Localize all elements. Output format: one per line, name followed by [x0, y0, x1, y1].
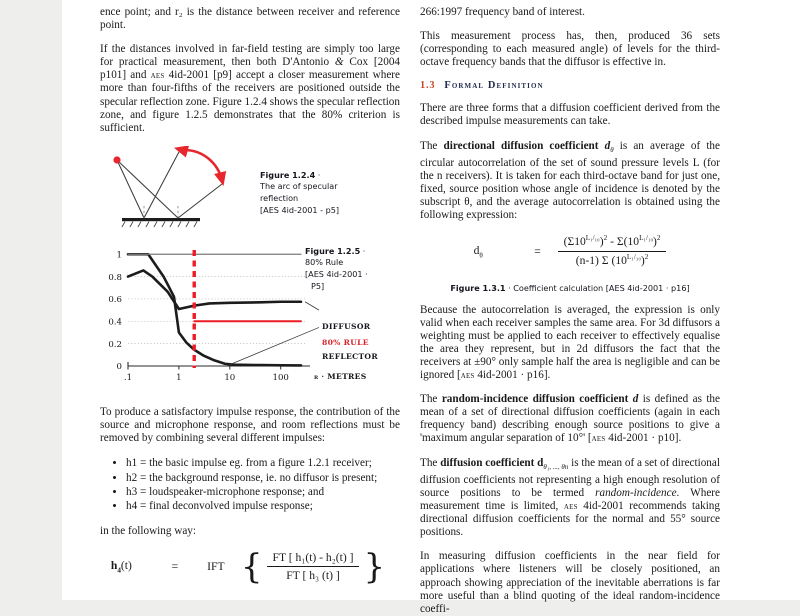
minus-sign: - — [610, 235, 614, 249]
figure-1-2-5-label: Figure 1.2.5 — [305, 245, 361, 256]
paragraph-directional-coefficient — [420, 140, 720, 223]
series-reflector — [128, 254, 301, 365]
document-page — [62, 0, 800, 615]
d-subscript-theta: θ — [479, 251, 483, 260]
figure-1-2-5-line-2: [AES 4id-2001 · — [305, 269, 368, 280]
figure-1-2-5-caption — [305, 246, 405, 292]
list-item: • h1 = the basic impulse eg. from a figure 1.2.1 receiver; — [126, 456, 400, 470]
y-axis-tick-label: 0 — [116, 362, 122, 373]
exponent-l-over-ten: L₁/₁₀ — [585, 234, 600, 243]
paren-open: ( — [611, 254, 616, 267]
fraction-numerator: FT [ h₁(t) - h₂(t) ] — [267, 550, 360, 568]
paren-open: ( — [563, 235, 568, 249]
y-axis-tick-label: 1 — [116, 250, 122, 261]
text-run: 4id-2001 · p16]. — [474, 369, 551, 382]
text-run: 4id-2001 [p9] accept a closer measurement where more than four-fifths of the receivers are positioned outside the specular reflection zone. Figure 1.2.4 shows the specular reflection zone, and figure 1.2.5 demonstrates that the 80% criterion is sufficient. — [100, 69, 400, 134]
figure-1-2-5-line-3: P5] — [311, 280, 325, 291]
term-random-incidence-italic: random-incidence — [595, 487, 677, 499]
equation-h4-row — [110, 546, 389, 587]
paragraph-autocorrelation — [420, 304, 720, 383]
power-two: 2 — [656, 234, 661, 243]
leader-line-diffusor — [305, 302, 319, 310]
figure-1-3-1-caption — [420, 283, 720, 293]
term-diffusion-coefficient: diffusion coefficient — [440, 456, 535, 469]
list-item: • h4 = final deconvolved impulse response; — [126, 499, 400, 513]
paragraph-continuation: ence point; and r₂ is the distance between receiver and reference point. — [100, 6, 400, 32]
paren-close: ) — [640, 254, 645, 267]
equation-h4-lhs — [111, 559, 155, 574]
hatching — [122, 221, 197, 227]
fraction-d-theta — [558, 234, 667, 268]
sigma: Σ — [567, 235, 575, 249]
fraction-denominator: FT [ h₃ (t) ] — [286, 569, 340, 583]
figure-1-2-4-label: Figure 1.2.4 — [260, 169, 316, 180]
text-run: 4id-2001 recommends taking directional diffusion coefficients for the normal and 55° source positions. — [420, 500, 720, 539]
caption-separator: · — [317, 169, 321, 180]
brace-open: { — [240, 546, 263, 587]
y-axis-tick-label: 0.8 — [108, 272, 122, 283]
fraction-numerator — [558, 234, 667, 252]
base-ten: 10 — [574, 235, 586, 249]
figure-1-2-4-line-1: The arc of specular — [260, 181, 338, 192]
x-axis-tick-label: 1 — [176, 372, 182, 383]
base-ten: 10 — [615, 254, 627, 267]
figure-1-2-4-caption — [260, 170, 400, 216]
normal-lines — [144, 204, 178, 218]
specular-arc — [184, 150, 222, 180]
section-number: 1.3 — [420, 80, 436, 92]
text-run: . Where measurement time is limited, — [420, 487, 720, 513]
paragraph-three-forms: There are three forms that a diffusion coefficient derived from the described impulse measurements can take. — [420, 102, 720, 128]
paragraph-far-field — [100, 43, 400, 135]
sigma: Σ — [601, 254, 609, 267]
ampersand: & — [334, 56, 344, 69]
paragraph-impulse-response: To produce a satisfactory impulse response, the contribution of the source and microphone response, and room reflections must be removed by combining several different impulses: — [100, 405, 400, 445]
text-run: The — [420, 393, 442, 406]
paragraph-random-incidence — [420, 393, 720, 445]
specular-arc-arrow-left — [180, 149, 186, 151]
paragraph-diffusion-coefficient — [420, 457, 720, 540]
chart-label-diffusor: DIFFUSOR — [322, 321, 371, 331]
y-axis-tick-label: 0.2 — [108, 339, 122, 350]
figure-1-2-4-line-3: [AES 4id-2001 - p5] — [260, 204, 340, 215]
figure-1-2-5-line-1: 80% Rule — [305, 257, 344, 268]
paragraph-near-field: In measuring diffusion coefficients in the near field for applications where listeners will be closely positioned, an approach showing appreciation of the inevitable aberrations is far more useful than a blind quoting of the ideal random-incidence coeffi- — [420, 550, 720, 615]
variable-d: d — [628, 393, 639, 406]
fraction-h4 — [267, 550, 360, 584]
section-title: Formal Definition — [444, 80, 544, 92]
brace-close: } — [363, 546, 386, 587]
fraction-denominator — [558, 252, 667, 269]
figure-1-3-1-body: · Coefficient calculation [AES 4id-2001 · p16] — [508, 282, 690, 293]
ift-operator: IFT — [207, 560, 225, 574]
paragraph-frequency-band: 266:1997 frequency band of interest. — [420, 6, 585, 18]
equals-sign: = — [171, 560, 179, 574]
text-run: is the mean of a set of directional diffusion coefficients not representing a high enough resolution of source positions to be termed — [420, 456, 720, 499]
paren-open: ( — [623, 235, 628, 249]
n-minus-one: (n-1) — [575, 254, 599, 267]
x-axis-tick-label: 10 — [224, 372, 236, 383]
h-symbol: h — [110, 559, 118, 573]
power-two: 2 — [644, 253, 649, 262]
ground-surface — [122, 218, 200, 221]
equation-d-theta-row — [474, 234, 667, 268]
text-run: is an average of the circular autocorrelation of the set of sound pressure levels L (for the n receivers). It is taken for each third-octave band for just one, fixed, source position whose angle of incidence is denoted by the subscript θ, and the average autocorrelation is obtained using the following expression: — [420, 139, 720, 222]
text-run: is defined as the mean of a set of directional diffusion coefficients (again in each frequency band) describing enough source positions to give a 'maximum angular separation of 10°' [ — [420, 393, 720, 445]
text-run: If the distances involved in far-field testing are simply too large for practical measurement, then both D'Antonio — [100, 43, 400, 69]
power-two: 2 — [603, 234, 608, 243]
variable-d-subscript: θ — [610, 145, 614, 154]
right-column — [420, 6, 720, 616]
variable-d: d — [534, 456, 544, 469]
equation-h4 — [100, 546, 400, 587]
paragraph-following-way: in the following way: — [100, 524, 197, 537]
figure-1-2-4 — [100, 146, 400, 238]
equals-sign: = — [534, 245, 541, 258]
variable-d-subscript-list: θ₁, ..., θn — [543, 462, 569, 471]
figure-1-2-4-line-2: reflection — [260, 193, 299, 204]
text-run: 4id-2001 · p10]. — [605, 432, 682, 445]
term-directional: directional diffusion coefficient — [443, 139, 599, 152]
chart-label-x-axis-title: r · METRES — [314, 371, 367, 381]
list-item: • h2 = the background response, ie. no diffusor is present; — [126, 471, 400, 485]
text-run: The — [420, 139, 444, 152]
ray-lines — [117, 150, 222, 218]
aes-smallcaps: aes — [150, 70, 165, 82]
paragraph-measurement-process: This measurement process has, then, produced 36 sets (corresponding to each measured angle) of levels for the third-octave frequency bands that the diffusor is effective in. — [420, 30, 720, 69]
x-axis-tick-label: .1 — [123, 372, 133, 383]
chart-label-80-percent-rule: 80% RULE — [322, 337, 369, 347]
leader-line-reflector — [230, 327, 319, 364]
sigma: Σ — [616, 235, 624, 249]
paren-close: ) — [652, 235, 657, 249]
equation-d-theta — [420, 234, 720, 268]
equation-d-theta-lhs — [474, 244, 518, 259]
two-column-layout — [62, 0, 800, 615]
specular-reflection-diagram — [100, 146, 250, 238]
h-argument: (t) — [120, 559, 132, 573]
variable-d: d — [598, 139, 611, 152]
left-column — [100, 6, 400, 590]
source-point — [113, 156, 120, 163]
exponent-l-over-ten: L₁/₁₀ — [639, 234, 653, 243]
y-axis-tick-label: 0.4 — [108, 317, 122, 328]
exponent-l-over-ten: L₁/₁₀ — [626, 253, 641, 262]
aes-smallcaps: aes — [460, 370, 475, 382]
d-symbol: d — [473, 243, 480, 257]
x-axis-tick-label: 100 — [272, 372, 289, 383]
text-run: Cox [2004 p101] and — [100, 56, 401, 82]
paren-close: ) — [599, 235, 604, 249]
h-subscript: 4 — [117, 566, 121, 575]
series-diffusor — [128, 270, 301, 309]
text-run: The — [420, 456, 441, 469]
aes-smallcaps: aes — [563, 501, 578, 513]
section-heading-1-3 — [420, 80, 720, 91]
y-axis-tick-label: 0.6 — [108, 294, 122, 305]
text-run: Because the autocorrelation is averaged, the expression is only valid when each receiver samples the same area. For 3d diffusors a weighting must be applied to each receiver to effectively equalise the area they represent, but in 2d diffusors the fact that the receivers at ±90° only sample half the area is negligible and can be ignored [ — [420, 303, 720, 382]
figure-1-2-5 — [100, 242, 400, 392]
base-ten: 10 — [627, 235, 640, 249]
caption-separator: · — [362, 245, 366, 256]
impulse-list — [100, 456, 400, 514]
list-item: • h3 = loudspeaker-microphone response; and — [126, 485, 400, 499]
chart-label-reflector: REFLECTOR — [322, 351, 378, 361]
term-random-incidence: random-incidence diffusion coefficient — [441, 393, 629, 406]
figure-1-3-1-label: Figure 1.3.1 — [450, 282, 506, 293]
aes-smallcaps: aes — [591, 433, 606, 445]
